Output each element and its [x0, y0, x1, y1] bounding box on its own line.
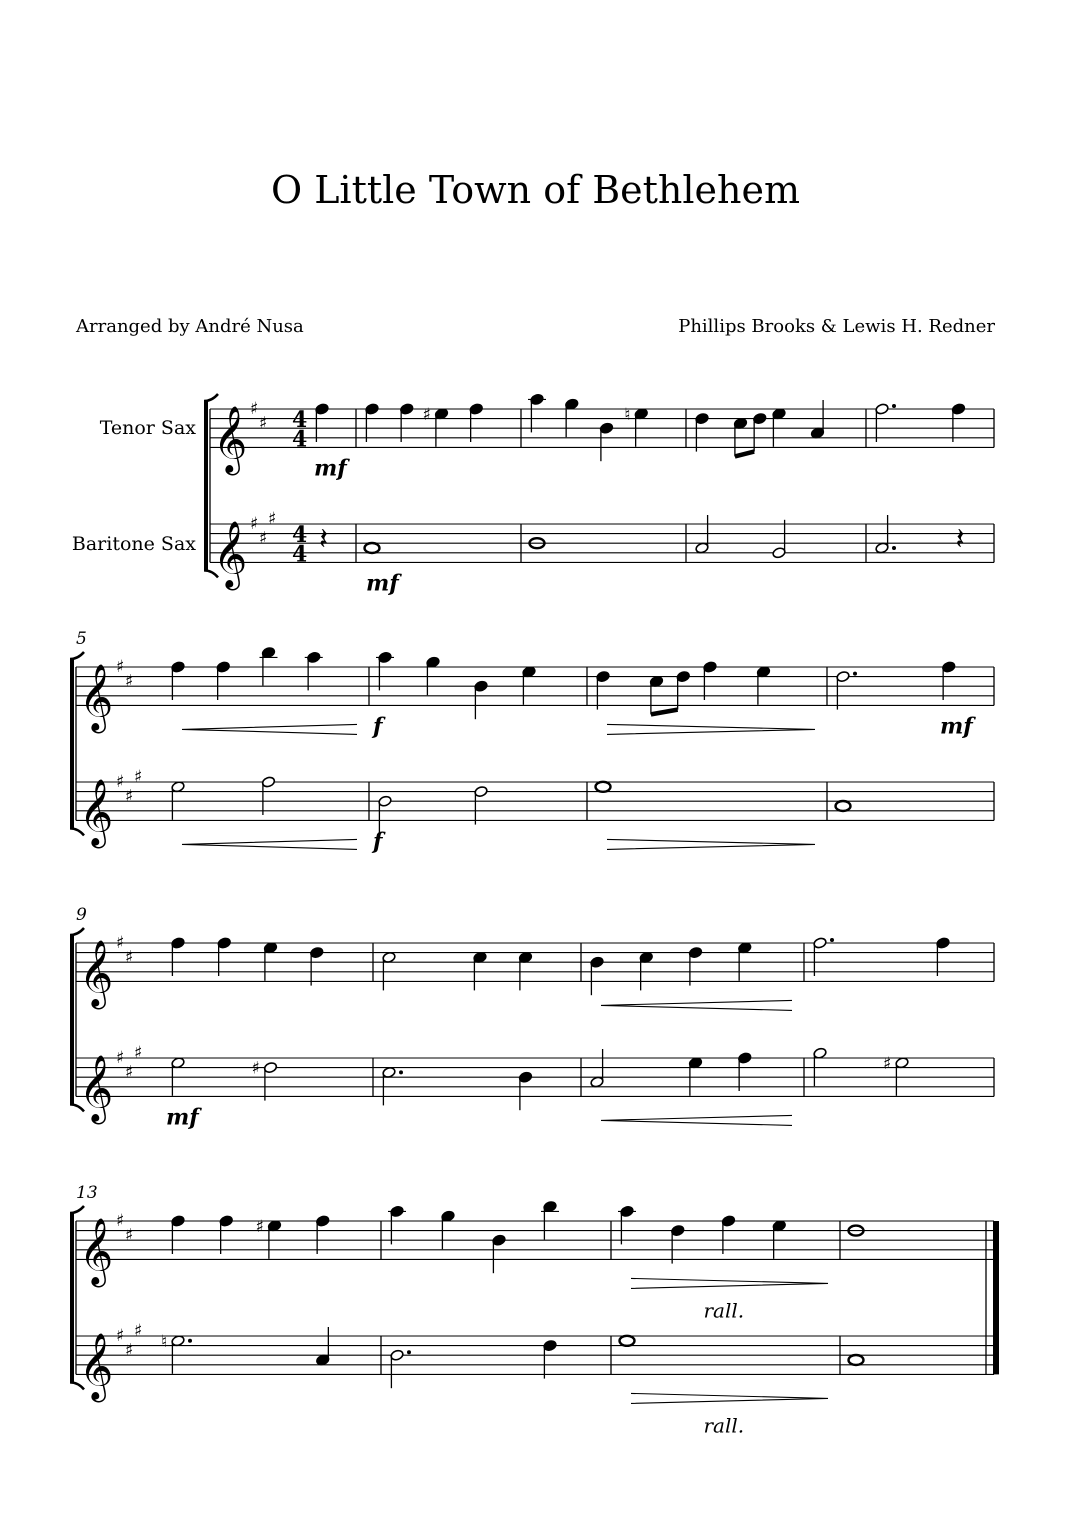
system-bracket	[70, 659, 74, 828]
sharp-icon: ♯	[134, 1043, 143, 1064]
rall-tempo-mark: rall.	[703, 1298, 745, 1323]
natural-accidental-icon: ♮	[624, 404, 631, 425]
bracket-top-hook	[70, 1206, 84, 1213]
sharp-icon: ♯	[259, 528, 268, 549]
augmentation-dot	[892, 546, 896, 550]
decrescendo-hairpin	[631, 1278, 828, 1288]
crescendo-hairpin	[601, 1115, 792, 1125]
whole-note	[849, 1355, 864, 1365]
sharp-icon: ♯	[116, 933, 125, 953]
sharp-icon: ♯	[134, 767, 143, 788]
composer-credit: Phillips Brooks & Lewis H. Redner	[678, 316, 995, 337]
score-system	[70, 905, 994, 1130]
instrument-label-baritone: Baritone Sax	[71, 533, 196, 555]
time-signature-bottom: 4	[292, 541, 308, 568]
sharp-accidental-icon: ♯	[422, 404, 431, 425]
score-system	[72, 393, 994, 596]
sharp-icon: ♯	[250, 399, 259, 419]
bracket-top-hook	[204, 394, 218, 401]
dynamic-mf: mf	[166, 1104, 199, 1131]
augmentation-dot	[188, 1339, 192, 1343]
decrescendo-hairpin	[607, 839, 815, 849]
sharp-icon: ♯	[116, 772, 125, 792]
natural-accidental-icon: ♮	[161, 1331, 168, 1352]
decrescendo-hairpin	[631, 1393, 828, 1403]
crescendo-hairpin	[182, 839, 357, 849]
bracket-top-hook	[70, 928, 84, 935]
sharp-icon: ♯	[116, 657, 125, 677]
treble-clef-icon: 𝄞	[79, 938, 114, 1007]
page-title: O Little Town of Bethlehem	[270, 168, 801, 212]
treble-clef-icon: 𝄞	[79, 662, 114, 731]
augmentation-dot	[892, 404, 896, 408]
bracket-top-hook	[70, 652, 84, 659]
augmentation-dot	[399, 1070, 403, 1074]
system-bracket	[70, 935, 74, 1104]
sharp-icon: ♯	[134, 1321, 143, 1342]
augmentation-dot	[407, 1350, 411, 1354]
treble-clef-icon: 𝄞	[79, 1216, 114, 1285]
system-bracket	[204, 401, 208, 570]
instrument-label-tenor: Tenor Sax	[99, 417, 196, 439]
treble-clef-icon: 𝄞	[213, 519, 248, 588]
sharp-icon: ♯	[116, 1048, 125, 1068]
whole-note	[620, 1336, 635, 1346]
sharp-icon: ♯	[125, 786, 134, 807]
time-signature-top: 4	[292, 522, 308, 549]
treble-clef-icon: 𝄞	[79, 1053, 114, 1122]
crescendo-hairpin	[601, 1000, 792, 1010]
augmentation-dot	[830, 938, 834, 942]
score-system	[70, 629, 994, 854]
arranger-credit: Arranged by André Nusa	[76, 316, 304, 337]
sharp-icon: ♯	[268, 509, 277, 530]
augmentation-dot	[853, 672, 857, 676]
score-system	[70, 1183, 999, 1437]
eighth-beam	[651, 710, 678, 715]
dynamic-mf: mf	[314, 455, 347, 482]
sharp-icon: ♯	[116, 1211, 125, 1231]
decrescendo-hairpin	[607, 724, 815, 734]
treble-clef-icon: 𝄞	[213, 404, 248, 473]
eighth-beam	[735, 452, 754, 457]
quarter-rest-icon: 𝄽	[955, 521, 965, 557]
dynamic-f: f	[373, 828, 383, 855]
sharp-icon: ♯	[250, 514, 259, 534]
dynamic-mf: mf	[366, 570, 399, 597]
sharp-icon: ♯	[125, 1225, 134, 1246]
measure-number: 13	[76, 1183, 98, 1203]
measure-number: 9	[76, 905, 87, 925]
sharp-accidental-icon: ♯	[251, 1058, 260, 1079]
final-barline	[993, 1221, 999, 1374]
sharp-icon: ♯	[125, 671, 134, 692]
sharp-accidental-icon: ♯	[883, 1053, 892, 1074]
time-signature-top: 4	[292, 407, 308, 434]
dynamic-mf: mf	[940, 713, 973, 740]
system-bracket	[70, 1213, 74, 1382]
whole-note	[836, 801, 851, 811]
treble-clef-icon: 𝄞	[79, 777, 114, 846]
quarter-rest-icon: 𝄽	[319, 521, 329, 557]
whole-note	[365, 543, 380, 553]
whole-note	[596, 782, 611, 792]
sharp-icon: ♯	[259, 413, 268, 434]
treble-clef-icon: 𝄞	[79, 1331, 114, 1400]
measure-number: 5	[76, 629, 87, 649]
sharp-icon: ♯	[116, 1326, 125, 1346]
dynamic-f: f	[373, 713, 383, 740]
sharp-icon: ♯	[125, 1062, 134, 1083]
time-signature-bottom: 4	[292, 426, 308, 453]
rall-tempo-mark: rall.	[703, 1413, 745, 1438]
sharp-accidental-icon: ♯	[255, 1216, 264, 1237]
sharp-icon: ♯	[125, 947, 134, 968]
sharp-icon: ♯	[125, 1340, 134, 1361]
crescendo-hairpin	[182, 724, 357, 734]
